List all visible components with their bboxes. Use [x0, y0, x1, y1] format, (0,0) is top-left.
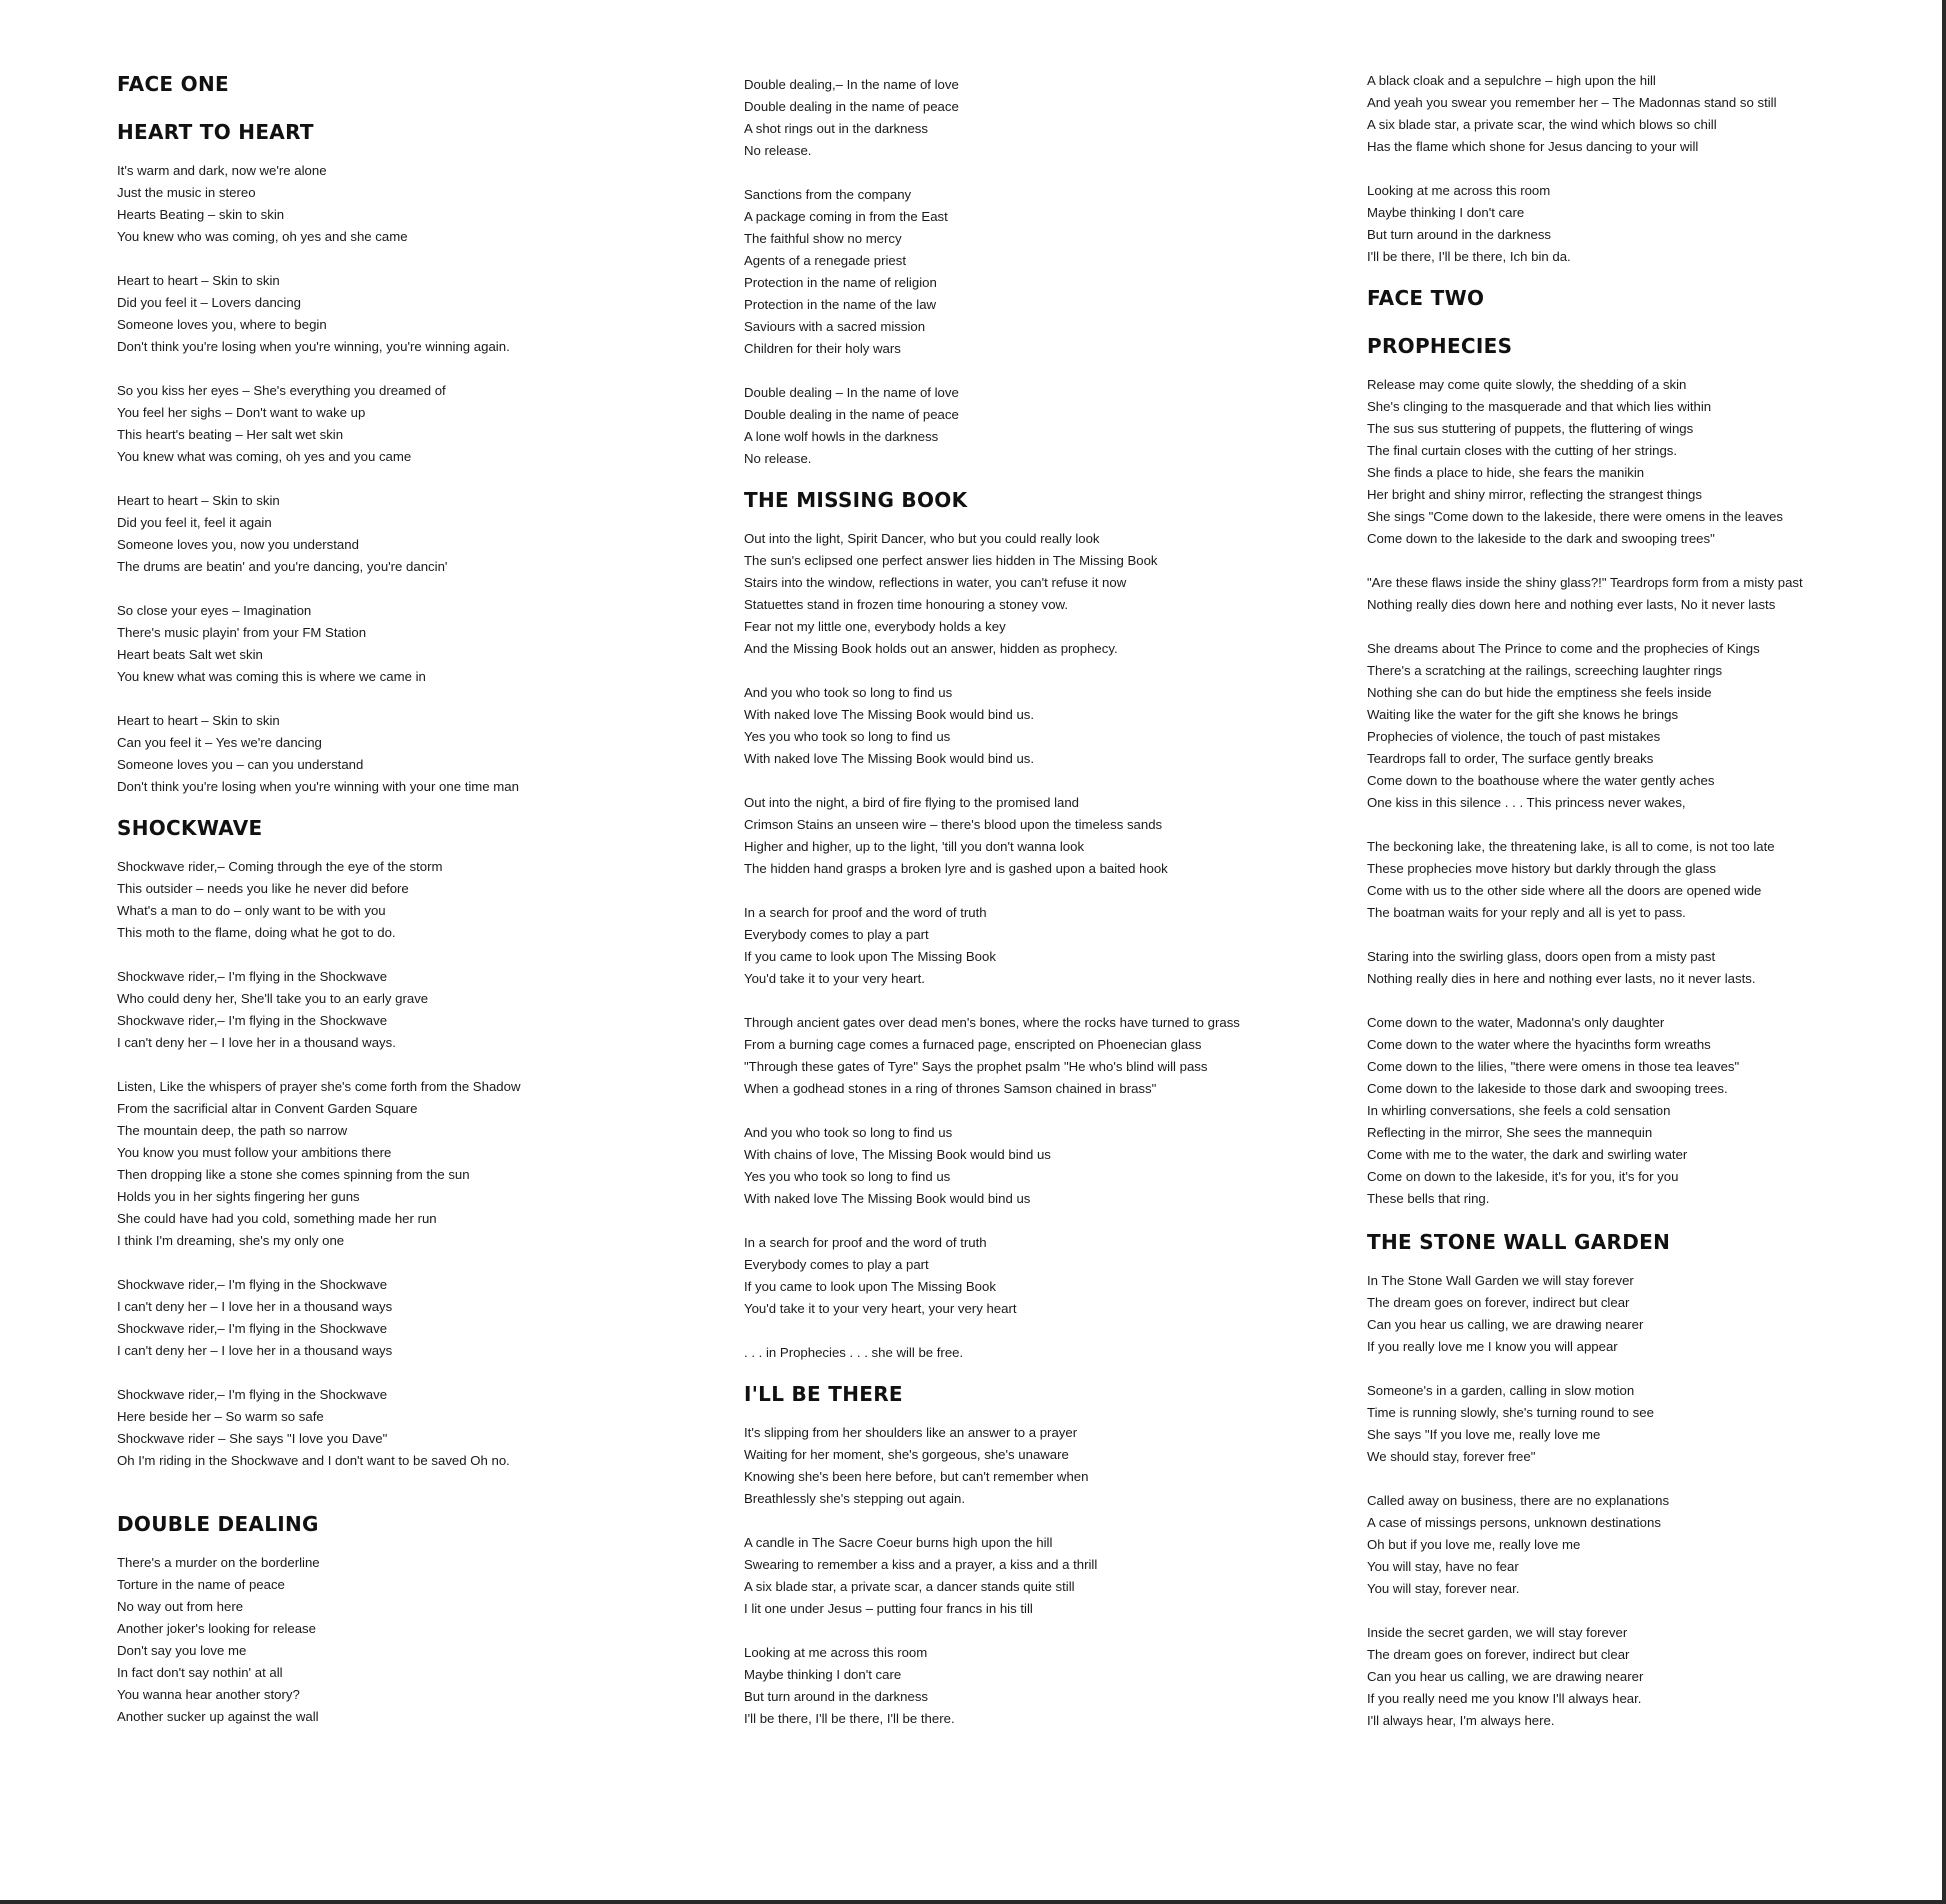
stanza: [744, 1642, 1364, 1730]
lyric-line: Prophecies of violence, the touch of past mistakes: [1367, 729, 1661, 744]
lyric-line: From the sacrificial altar in Convent Garden Square: [117, 1101, 418, 1116]
lyric-line: You knew what was coming this is where we came in: [117, 669, 426, 684]
lyric-line: Someone loves you, where to begin: [117, 317, 327, 332]
lyric-line: Yes you who took so long to find us: [744, 729, 951, 744]
lyric-line: I'll be there, I'll be there, Ich bin da.: [1367, 249, 1571, 264]
lyric-line: The faithful show no mercy: [744, 231, 902, 246]
lyric-line: Statuettes stand in frozen time honouring a stoney vow.: [744, 597, 1069, 612]
lyric-line: Protection in the name of religion: [744, 275, 937, 290]
lyric-line: I'll be there, I'll be there, I'll be there.: [744, 1711, 955, 1726]
lyric-line: With naked love The Missing Book would bind us: [744, 1191, 1031, 1206]
lyric-line: What's a man to do – only want to be with you: [117, 903, 386, 918]
lyric-line: The dream goes on forever, indirect but clear: [1367, 1647, 1630, 1662]
lyric-line: The boatman waits for your reply and all is yet to pass.: [1367, 905, 1686, 920]
lyric-line: I'll always hear, I'm always here.: [1367, 1713, 1555, 1728]
stanza: [117, 1552, 737, 1728]
lyric-line: Come with me to the water, the dark and swirling water: [1367, 1147, 1688, 1162]
stanza: [117, 710, 737, 798]
stanza: [744, 528, 1364, 660]
song-title: THE MISSING BOOK: [744, 488, 968, 512]
lyric-line: If you came to look upon The Missing Book: [744, 949, 996, 964]
lyric-line: This heart's beating – Her salt wet skin: [117, 427, 344, 442]
stanza: [744, 1232, 1364, 1320]
stanza: [1367, 572, 1927, 616]
lyric-line: You knew what was coming, oh yes and you came: [117, 449, 412, 464]
lyric-line: Oh but if you love me, really love me: [1367, 1537, 1581, 1552]
song-shockwave: [117, 816, 737, 1472]
lyric-line: The hidden hand grasps a broken lyre and is gashed upon a baited hook: [744, 861, 1168, 876]
lyric-line: I lit one under Jesus – putting four francs in his till: [744, 1601, 1033, 1616]
lyric-line: Through ancient gates over dead men's bones, where the rocks have turned to grass: [744, 1015, 1240, 1030]
lyric-line: These prophecies move history but darkly through the glass: [1367, 861, 1716, 876]
lyric-line: Did you feel it, feel it again: [117, 515, 272, 530]
lyric-line: Shockwave rider,– I'm flying in the Shockwave: [117, 969, 388, 984]
lyric-line: Saviours with a sacred mission: [744, 319, 926, 334]
lyric-line: Don't say you love me: [117, 1643, 247, 1658]
lyric-line: This outsider – needs you like he never did before: [117, 881, 409, 896]
lyric-line: You will stay, forever near.: [1367, 1581, 1520, 1596]
lyric-line: She could have had you cold, something made her run: [117, 1211, 437, 1226]
stanza: [744, 1122, 1364, 1210]
lyric-line: Maybe thinking I don't care: [744, 1667, 902, 1682]
lyric-line: I can't deny her – I love her in a thousand ways: [117, 1343, 393, 1358]
lyric-line: She says "If you love me, really love me: [1367, 1427, 1601, 1442]
lyrics-block: [1367, 1270, 1927, 1732]
lyric-line: A black cloak and a sepulchre – high upon the hill: [1367, 73, 1656, 88]
lyric-line: Just the music in stereo: [117, 185, 256, 200]
lyric-line: Nothing she can do but hide the emptiness she feels inside: [1367, 685, 1712, 700]
lyric-line: In a search for proof and the word of truth: [744, 1235, 987, 1250]
stanza: [117, 600, 737, 688]
stanza: [744, 682, 1364, 770]
lyric-line: Heart to heart – Skin to skin: [117, 493, 280, 508]
lyrics-block: [1367, 70, 1927, 268]
lyric-line: Heart to heart – Skin to skin: [117, 273, 280, 288]
lyric-line: Listen, Like the whispers of prayer she's come forth from the Shadow: [117, 1079, 521, 1094]
lyric-line: Come down to the water, Madonna's only daughter: [1367, 1015, 1665, 1030]
lyric-line: Another sucker up against the wall: [117, 1709, 319, 1724]
lyric-line: Nothing really dies in here and nothing ever lasts, no it never lasts.: [1367, 971, 1756, 986]
stanza: [117, 856, 737, 944]
lyric-line: Protection in the name of the law: [744, 297, 937, 312]
lyric-line: When a godhead stones in a ring of thrones Samson chained in brass": [744, 1081, 1157, 1096]
stanza: [1367, 180, 1927, 268]
lyric-line: With naked love The Missing Book would bind us.: [744, 707, 1035, 722]
lyric-line: Looking at me across this room: [744, 1645, 928, 1660]
column-3: [1367, 70, 1927, 1732]
lyric-line: Higher and higher, up to the light, 'till you don't wanna look: [744, 839, 1085, 854]
lyric-line: You'd take it to your very heart.: [744, 971, 925, 986]
lyric-line: Come down to the lakeside to the dark and swooping trees": [1367, 531, 1715, 546]
lyric-line: And the Missing Book holds out an answer, hidden as prophecy.: [744, 641, 1118, 656]
lyrics-block: [744, 1422, 1364, 1730]
song-title: SHOCKWAVE: [117, 816, 263, 840]
lyric-line: There's a scratching at the railings, screeching laughter rings: [1367, 663, 1723, 678]
stanza: [744, 74, 1364, 162]
lyric-line: So you kiss her eyes – She's everything you dreamed of: [117, 383, 446, 398]
stanza: [1367, 638, 1927, 814]
lyric-line: Shockwave rider,– I'm flying in the Shockwave: [117, 1387, 388, 1402]
lyric-line: So close your eyes – Imagination: [117, 603, 312, 618]
lyric-line: Can you feel it – Yes we're dancing: [117, 735, 322, 750]
lyric-line: Looking at me across this room: [1367, 183, 1551, 198]
lyric-line: You will stay, have no fear: [1367, 1559, 1519, 1574]
lyric-line: Inside the secret garden, we will stay forever: [1367, 1625, 1628, 1640]
lyric-line: Yes you who took so long to find us: [744, 1169, 951, 1184]
stanza: [1367, 1380, 1927, 1468]
lyric-line: A six blade star, a private scar, a dancer stands quite still: [744, 1579, 1075, 1594]
stanza: [117, 1384, 737, 1472]
lyric-line: Don't think you're losing when you're winning with your one time man: [117, 779, 519, 794]
stanza: [744, 184, 1364, 360]
lyric-line: You wanna hear another story?: [117, 1687, 300, 1702]
lyric-line: You'd take it to your very heart, your very heart: [744, 1301, 1017, 1316]
stanza: [1367, 836, 1927, 924]
face-two-heading: FACE TWO: [1367, 286, 1485, 310]
lyric-line: These bells that ring.: [1367, 1191, 1490, 1206]
lyric-line: I think I'm dreaming, she's my only one: [117, 1233, 345, 1248]
lyric-line: And you who took so long to find us: [744, 1125, 953, 1140]
lyric-line: But turn around in the darkness: [1367, 227, 1552, 242]
lyric-line: It's slipping from her shoulders like an answer to a prayer: [744, 1425, 1078, 1440]
lyric-line: Double dealing in the name of peace: [744, 99, 959, 114]
lyric-line: Fear not my little one, everybody holds a key: [744, 619, 1006, 634]
lyric-line: Can you hear us calling, we are drawing nearer: [1367, 1669, 1644, 1684]
lyric-line: But turn around in the darkness: [744, 1689, 929, 1704]
song-title: I'LL BE THERE: [744, 1382, 903, 1406]
lyric-line: In whirling conversations, she feels a cold sensation: [1367, 1103, 1671, 1118]
lyric-line: The dream goes on forever, indirect but clear: [1367, 1295, 1630, 1310]
lyric-line: This moth to the flame, doing what he got to do.: [117, 925, 396, 940]
stanza: [744, 1012, 1364, 1100]
lyric-line: Can you hear us calling, we are drawing nearer: [1367, 1317, 1644, 1332]
lyric-line: With chains of love, The Missing Book would bind us: [744, 1147, 1051, 1162]
lyric-line: With naked love The Missing Book would bind us.: [744, 751, 1035, 766]
song-double-dealing: [117, 1512, 737, 1728]
lyric-line: Come down to the lakeside to those dark and swooping trees.: [1367, 1081, 1728, 1096]
song-title: DOUBLE DEALING: [117, 1512, 319, 1536]
lyric-line: No release.: [744, 451, 812, 466]
lyric-line: Hearts Beating – skin to skin: [117, 207, 285, 222]
lyric-line: Heart to heart – Skin to skin: [117, 713, 280, 728]
lyric-line: A shot rings out in the darkness: [744, 121, 928, 136]
lyric-line: Oh I'm riding in the Shockwave and I don't want to be saved Oh no.: [117, 1453, 510, 1468]
stanza: [117, 490, 737, 578]
stanza: [1367, 1490, 1927, 1600]
stanza: [1367, 1270, 1927, 1358]
lyric-line: Did you feel it – Lovers dancing: [117, 295, 302, 310]
lyric-line: A six blade star, a private scar, the wind which blows so chill: [1367, 117, 1717, 132]
lyric-line: And you who took so long to find us: [744, 685, 953, 700]
lyric-line: Out into the light, Spirit Dancer, who but you could really look: [744, 531, 1100, 546]
lyric-line: I can't deny her – I love her in a thousand ways.: [117, 1035, 396, 1050]
stanza: [117, 1274, 737, 1362]
song-double-dealing-continued: [744, 74, 1364, 470]
lyric-line: Waiting for her moment, she's gorgeous, she's unaware: [744, 1447, 1069, 1462]
lyrics-block: [1367, 374, 1927, 1210]
lyric-line: Breathlessly she's stepping out again.: [744, 1491, 965, 1506]
lyric-line: Don't think you're losing when you're winning, you're winning again.: [117, 339, 510, 354]
lyric-line: Who could deny her, She'll take you to an early grave: [117, 991, 429, 1006]
lyric-line: Come on down to the lakeside, it's for you, it's for you: [1367, 1169, 1679, 1184]
lyric-line: A case of missings persons, unknown destinations: [1367, 1515, 1661, 1530]
lyric-line: Then dropping like a stone she comes spinning from the sun: [117, 1167, 470, 1182]
stanza: [117, 270, 737, 358]
stanza: [744, 1532, 1364, 1620]
lyric-line: Out into the night, a bird of fire flying to the promised land: [744, 795, 1080, 810]
song-title: THE STONE WALL GARDEN: [1367, 1230, 1671, 1254]
lyric-line: Nothing really dies down here and nothing ever lasts, No it never lasts: [1367, 597, 1776, 612]
lyric-line: It's warm and dark, now we're alone: [117, 163, 327, 178]
lyric-line: A package coming in from the East: [744, 209, 948, 224]
lyric-line: Reflecting in the mirror, She sees the mannequin: [1367, 1125, 1653, 1140]
lyric-line: In The Stone Wall Garden we will stay forever: [1367, 1273, 1634, 1288]
lyric-line: Double dealing – In the name of love: [744, 385, 959, 400]
song-prophecies: [1367, 334, 1927, 1210]
stanza: [117, 966, 737, 1054]
lyric-line: The sus sus stuttering of puppets, the fluttering of wings: [1367, 421, 1694, 436]
lyric-line: Shockwave rider,– I'm flying in the Shockwave: [117, 1013, 388, 1028]
lyrics-block: [117, 1552, 737, 1728]
lyric-line: Someone's in a garden, calling in slow motion: [1367, 1383, 1635, 1398]
stanza: [744, 902, 1364, 990]
lyric-line: From a burning cage comes a furnaced page, enscripted on Phoenecian glass: [744, 1037, 1202, 1052]
lyric-line: The mountain deep, the path so narrow: [117, 1123, 348, 1138]
lyric-line: Teardrops fall to order, The surface gently breaks: [1367, 751, 1654, 766]
lyric-line: Everybody comes to play a part: [744, 927, 929, 942]
song-ill-be-there-continued: [1367, 70, 1927, 268]
lyric-line: Children for their holy wars: [744, 341, 901, 356]
face-one-heading: FACE ONE: [117, 72, 229, 96]
lyric-line: If you really love me I know you will appear: [1367, 1339, 1618, 1354]
lyric-line: Come down to the water where the hyacinths form wreaths: [1367, 1037, 1711, 1052]
song-heart-to-heart: [117, 120, 737, 798]
lyric-line: A candle in The Sacre Coeur burns high upon the hill: [744, 1535, 1053, 1550]
stanza: [117, 1076, 737, 1252]
lyric-line: Come down to the lilies, "there were omens in those tea leaves": [1367, 1059, 1740, 1074]
lyric-line: Another joker's looking for release: [117, 1621, 316, 1636]
stanza: [117, 160, 737, 248]
lyric-line: "Through these gates of Tyre" Says the prophet psalm "He who's blind will pass: [744, 1059, 1208, 1074]
lyric-line: Someone loves you, now you understand: [117, 537, 359, 552]
lyric-line: Torture in the name of peace: [117, 1577, 285, 1592]
lyric-line: Stairs into the window, reflections in water, you can't refuse it now: [744, 575, 1127, 590]
stanza: [744, 792, 1364, 880]
lyric-line: Maybe thinking I don't care: [1367, 205, 1525, 220]
stanza: [1367, 70, 1927, 158]
lyric-line: She sings "Come down to the lakeside, there were omens in the leaves: [1367, 509, 1783, 524]
lyric-line: You feel her sighs – Don't want to wake up: [117, 405, 366, 420]
song-ill-be-there: [744, 1382, 1364, 1730]
lyric-line: Agents of a renegade priest: [744, 253, 907, 268]
lyric-line: We should stay, forever free": [1367, 1449, 1536, 1464]
lyric-line: Come with us to the other side where all the doors are opened wide: [1367, 883, 1762, 898]
lyrics-block: [744, 528, 1364, 1364]
lyric-line: Holds you in her sights fingering her guns: [117, 1189, 360, 1204]
lyrics-block: [117, 856, 737, 1472]
lyric-line: Double dealing in the name of peace: [744, 407, 959, 422]
lyric-line: Crimson Stains an unseen wire – there's blood upon the timeless sands: [744, 817, 1163, 832]
lyric-line: The drums are beatin' and you're dancing, you're dancin': [117, 559, 448, 574]
lyric-line: The sun's eclipsed one perfect answer lies hidden in The Missing Book: [744, 553, 1158, 568]
lyric-line: If you really need me you know I'll always hear.: [1367, 1691, 1642, 1706]
lyrics-block: [117, 160, 737, 798]
lyric-line: There's a murder on the borderline: [117, 1555, 320, 1570]
lyric-line: Her bright and shiny mirror, reflecting the strangest things: [1367, 487, 1702, 502]
lyric-line: And yeah you swear you remember her – The Madonnas stand so still: [1367, 95, 1777, 110]
lyric-line: The final curtain closes with the cutting of her strings.: [1367, 443, 1678, 458]
lyric-line: Waiting like the water for the gift she knows he brings: [1367, 707, 1679, 722]
lyric-line: Swearing to remember a kiss and a prayer, a kiss and a thrill: [744, 1557, 1098, 1572]
lyric-line: I can't deny her – I love her in a thousand ways: [117, 1299, 393, 1314]
lyric-line: Shockwave rider,– I'm flying in the Shockwave: [117, 1277, 388, 1292]
lyric-line: Someone loves you – can you understand: [117, 757, 364, 772]
lyric-line: Come down to the boathouse where the water gently aches: [1367, 773, 1715, 788]
lyric-line: In a search for proof and the word of truth: [744, 905, 987, 920]
stanza: [1367, 1012, 1927, 1210]
song-stone-wall-garden: [1367, 1230, 1927, 1732]
lyric-line: One kiss in this silence . . . This princess never wakes,: [1367, 795, 1686, 810]
lyric-line: Release may come quite slowly, the shedding of a skin: [1367, 377, 1687, 392]
song-title: PROPHECIES: [1367, 334, 1513, 358]
lyrics-block: [744, 74, 1364, 470]
lyric-line: Shockwave rider,– I'm flying in the Shockwave: [117, 1321, 388, 1336]
stanza: [1367, 374, 1927, 550]
column-1: [117, 72, 737, 1728]
lyric-line: The beckoning lake, the threatening lake, is all to come, is not too late: [1367, 839, 1775, 854]
lyric-line: Called away on business, there are no explanations: [1367, 1493, 1670, 1508]
song-title: HEART TO HEART: [117, 120, 314, 144]
stanza: [1367, 1622, 1927, 1732]
lyric-line: In fact don't say nothin' at all: [117, 1665, 283, 1680]
stanza: [744, 382, 1364, 470]
lyric-line: She dreams about The Prince to come and the prophecies of Kings: [1367, 641, 1760, 656]
column-2: [744, 74, 1364, 1730]
lyric-line: She finds a place to hide, she fears the manikin: [1367, 465, 1645, 480]
lyric-line: A lone wolf howls in the darkness: [744, 429, 939, 444]
lyric-line: Double dealing,– In the name of love: [744, 77, 959, 92]
lyric-line: Time is running slowly, she's turning round to see: [1367, 1405, 1654, 1420]
lyric-line: No release.: [744, 143, 812, 158]
lyric-line: Has the flame which shone for Jesus dancing to your will: [1367, 139, 1699, 154]
stanza: [1367, 946, 1927, 990]
lyric-line: Here beside her – So warm so safe: [117, 1409, 324, 1424]
lyric-line: Knowing she's been here before, but can't remember when: [744, 1469, 1089, 1484]
lyric-line: "Are these flaws inside the shiny glass?!" Teardrops form from a misty past: [1367, 575, 1803, 590]
lyric-line: You know you must follow your ambitions there: [117, 1145, 392, 1160]
lyric-line: Sanctions from the company: [744, 187, 912, 202]
song-the-missing-book: [744, 488, 1364, 1364]
lyric-line: No way out from here: [117, 1599, 244, 1614]
lyric-line: Everybody comes to play a part: [744, 1257, 929, 1272]
stanza: [744, 1342, 1364, 1364]
lyric-line: . . . in Prophecies . . . she will be free.: [744, 1345, 964, 1360]
lyric-line: If you came to look upon The Missing Book: [744, 1279, 996, 1294]
lyric-line: Heart beats Salt wet skin: [117, 647, 263, 662]
lyric-line: Shockwave rider,– Coming through the eye of the storm: [117, 859, 443, 874]
stanza: [744, 1422, 1364, 1510]
lyric-line: You knew who was coming, oh yes and she came: [117, 229, 408, 244]
stanza: [117, 380, 737, 468]
lyric-line: Staring into the swirling glass, doors open from a misty past: [1367, 949, 1716, 964]
lyric-line: She's clinging to the masquerade and that which lies within: [1367, 399, 1712, 414]
lyric-line: Shockwave rider – She says "I love you Dave": [117, 1431, 388, 1446]
lyric-line: There's music playin' from your FM Station: [117, 625, 367, 640]
